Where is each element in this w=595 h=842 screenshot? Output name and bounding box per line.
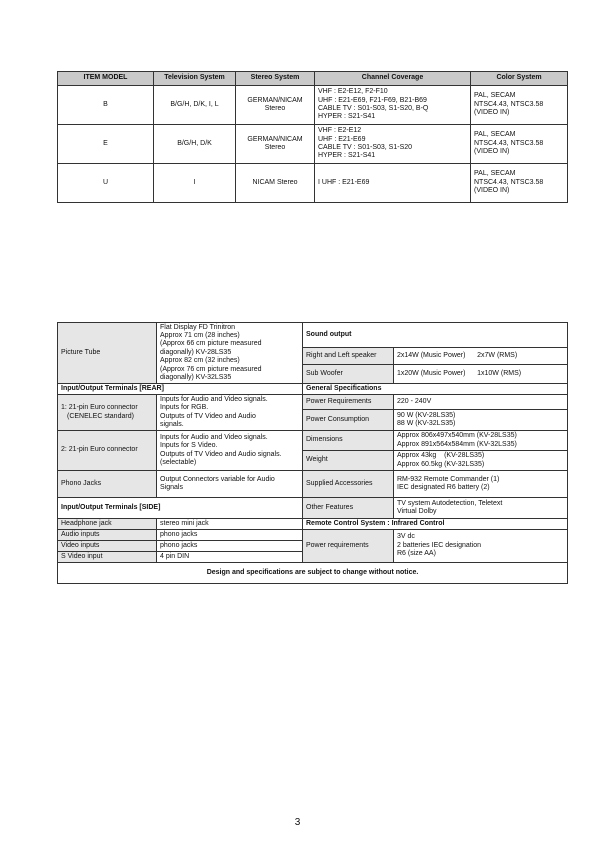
spec-line: Output Connectors variable for Audio [160,475,275,483]
stereo-cell: GERMAN/NICAM Stereo [236,125,315,164]
side-terminals-heading: Input/Output Terminals [SIDE] [58,498,303,519]
remote-power-label: Power requirements [303,530,394,563]
euro1-value [157,395,303,431]
euro1-label [58,395,157,431]
headphone-value: stereo mini jack [157,519,303,530]
tv-system-table [57,71,568,203]
euro2-value [157,431,303,471]
dimensions-value [394,431,568,451]
rl-speaker-label: Right and Left speaker [303,348,394,365]
model-cell: E [58,125,154,164]
table-header-row [58,72,568,86]
spec-line: Virtual Dolby [397,508,437,515]
spec-line: (selectable) [160,458,197,466]
channel-line: UHF : E21-E69 [318,135,366,143]
color-line: NTSC4.43, NTSC3.58 [474,100,544,108]
header-channel-coverage: Channel Coverage [315,72,471,86]
audio-inputs-label: Audio inputs [58,530,157,541]
rl-speaker-value: 2x14W (Music Power) 2x7W (RMS) [394,348,568,365]
other-features-label: Other Features [303,498,394,519]
spec-line: TV system Autodetection, Teletext [397,499,503,507]
spec-line: 2 batteries IEC designation [397,541,482,549]
tv-system-cell: B/G/H, D/K [154,125,236,164]
color-line: PAL, SECAM [474,92,516,100]
table-row [58,86,568,125]
rear-terminals-heading: Input/Output Terminals [REAR] [58,384,303,395]
spec-line: R6 (size AA) [397,550,436,558]
spec-row [58,395,568,410]
spec-row [58,563,568,584]
video-inputs-label: Video inputs [58,541,157,552]
spec-line: 90 W (KV-28LS35) [397,411,456,419]
svideo-value: 4 pin DIN [157,552,303,563]
stereo-cell: NICAM Stereo [236,164,315,203]
power-cons-label: Power Consumption [303,410,394,431]
spec-line: RM-932 Remote Commander (1) [397,475,500,483]
spec-row [58,323,568,348]
power-req-label: Power Requirements [303,395,394,410]
spec-line: (Approx 76 cm picture measured [160,365,262,373]
spec-line: Inputs for Audio and Video signals. [160,395,268,403]
spec-line: Signals [160,484,183,491]
header-item-model: ITEM MODEL [58,72,154,86]
audio-inputs-value: phono jacks [157,530,303,541]
spec-line: Approx 71 cm (28 inches) [160,331,240,339]
channel-line: HYPER : S21-S41 [318,152,376,160]
channel-line: HYPER : S21-S41 [318,113,376,121]
channel-line: CABLE TV : S01-S03, S1-S20, B-Q [318,105,429,112]
stereo-cell: GERMAN/NICAM Stereo [236,86,315,125]
color-line: NTSC4.43, NTSC3.58 [474,178,544,186]
channel-cell [315,125,471,164]
spec-line: 88 W (KV-32LS35) [397,420,456,427]
channel-line: VHF : E2-E12, F2-F10 [318,88,388,96]
headphone-label: Headphone jack [58,519,157,530]
channel-line: I UHF : E21-E69 [318,178,370,186]
model-cell: U [58,164,154,203]
spec-line: signals. [160,420,184,428]
phono-jacks-label: Phono Jacks [58,471,157,498]
header-color-system: Color System [471,72,568,86]
picture-tube-label: Picture Tube [58,323,157,384]
spec-row [58,519,568,530]
spec-row [58,431,568,451]
spec-line: (Approx 66 cm picture measured [160,340,262,348]
header-stereo-system: Stereo System [236,72,315,86]
table-row [58,125,568,164]
channel-line: UHF : E21-E69, F21-F69, B21-B69 [318,96,427,104]
spec-row [58,384,568,395]
table-row [58,164,568,203]
color-cell [471,125,568,164]
spec-row [58,530,568,541]
spec-line: Approx 806x497x540mm (KV-28LS35) [397,432,517,440]
tv-system-cell: B/G/H, D/K, I, L [154,86,236,125]
spec-line: Inputs for Audio and Video signals. [160,433,268,441]
sound-output-heading: Sound output [303,323,568,348]
other-features-value [394,498,568,519]
spec-line: (CENELEC standard) [67,412,134,420]
model-cell: B [58,86,154,125]
color-cell [471,164,568,203]
spec-line: Inputs for RGB. [160,404,209,412]
color-line: (VIDEO IN) [474,187,510,195]
spec-line: IEC designated R6 battery (2) [397,484,490,491]
euro2-label: 2: 21-pin Euro connector [58,431,157,471]
remote-control-heading: Remote Control System : Infrared Control [303,519,568,530]
disclaimer-footer: Design and specifications are subject to change without notice. [58,563,568,584]
sub-woofer-label: Sub Woofer [303,365,394,384]
picture-tube-value [157,323,303,384]
spec-line: Approx 891x564x584mm (KV-32LS35) [397,440,517,448]
color-line: NTSC4.43, NTSC3.58 [474,139,544,147]
sub-woofer-value: 1x20W (Music Power) 1x10W (RMS) [394,365,568,384]
page-number: 3 [294,817,301,828]
channel-line: CABLE TV : S01-S03, S1-S20 [318,144,413,151]
color-line: (VIDEO IN) [474,148,510,156]
channel-line: VHF : E2-E12 [318,127,362,135]
spec-line: Inputs for S Video. [160,442,218,450]
tv-system-cell: I [154,164,236,203]
video-inputs-value: phono jacks [157,541,303,552]
color-cell [471,86,568,125]
header-television-system: Television System [154,72,236,86]
remote-power-value [394,530,568,563]
spec-line: 1: 21-pin Euro connector [61,404,138,412]
dimensions-label: Dimensions [303,431,394,451]
weight-value [394,451,568,471]
phono-jacks-value [157,471,303,498]
color-line: (VIDEO IN) [474,109,510,117]
spec-line: Outputs of TV Video and Audio signals. [160,450,282,458]
spec-line: Approx 82 cm (32 inches) [160,357,240,365]
spec-line: Approx 60.5kg (KV-32LS35) [397,460,485,468]
spec-line: Flat Display FD Trinitron [160,323,236,331]
spec-row [58,471,568,498]
color-line: PAL, SECAM [474,131,516,139]
power-cons-value [394,410,568,431]
accessories-label: Supplied Accessories [303,471,394,498]
spec-line: Outputs of TV Video and Audio [160,412,256,420]
spec-line: diagonally) KV-28LS35 [160,348,232,356]
spec-row [58,498,568,519]
accessories-value [394,471,568,498]
spec-line: Approx 43kg (KV-28LS35) [397,452,485,460]
weight-label: Weight [303,451,394,471]
specifications-table [57,322,568,584]
color-line: PAL, SECAM [474,170,516,178]
power-req-value: 220 - 240V [394,395,568,410]
spec-line: 3V dc [397,533,415,541]
svideo-label: S Video input [58,552,157,563]
channel-cell [315,164,471,203]
spec-line: diagonally) KV-32LS35 [160,374,232,382]
general-specs-heading: General Specifications [303,384,568,395]
channel-cell [315,86,471,125]
